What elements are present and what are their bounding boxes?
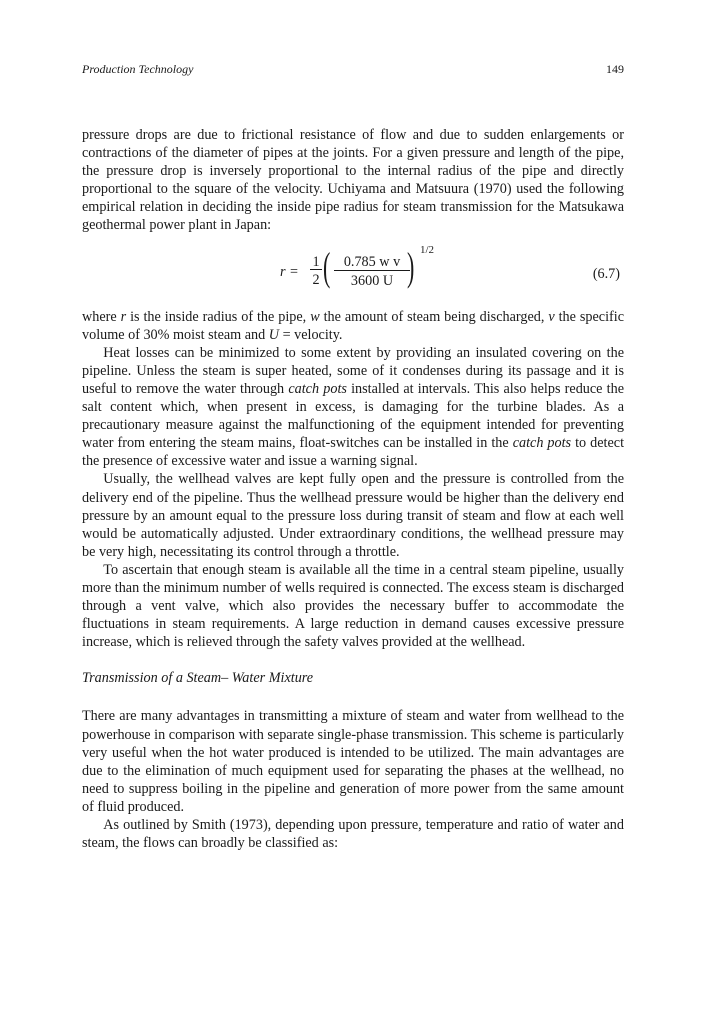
equation-equals: = bbox=[290, 263, 299, 280]
text-run: the amount of steam being discharged, bbox=[319, 308, 549, 325]
text-run: is the inside radius of the pipe, bbox=[126, 308, 311, 325]
fraction-main bbox=[334, 255, 410, 288]
equation-lhs: r bbox=[280, 263, 286, 280]
body-text bbox=[82, 126, 624, 852]
text-run: where bbox=[82, 308, 121, 325]
text-run: Heat losses can be minimized to some extent by providing an insulated covering on the pipeline. Unless the steam is super heated, some of it condenses during its passage and it is useful to remove the water through bbox=[82, 344, 624, 397]
left-parenthesis: ( bbox=[322, 243, 331, 289]
variable-u: U bbox=[268, 326, 280, 343]
paragraph-flow-classification: As outlined by Smith (1973), depending upon pressure, temperature and ratio of water and steam, the flows can broadly be classified as: bbox=[82, 817, 624, 852]
paragraph-pressure-drops: pressure drops are due to frictional resistance of flow and due to sudden enlargements or contractions of the diameter of pipes at the joints. For a given pressure and length of the pipe, the pressure drop is inversely proportional to the internal radius of the pipe and directly proportional to the square of the velocity. Uchiyama and Matsuura (1970) used the following empirical relation in deciding the inside pipe radius for steam transmission for the Matsukawa geothermal power plant in Japan: bbox=[82, 127, 624, 234]
fraction-one-half bbox=[310, 255, 322, 287]
half-numerator: 1 bbox=[310, 255, 322, 270]
running-head bbox=[82, 62, 624, 82]
text-run: = velocity. bbox=[279, 326, 343, 343]
equation-6-7 bbox=[82, 241, 624, 303]
variable-w: w bbox=[310, 308, 320, 325]
paragraph-wellhead-valves: Usually, the wellhead valves are kept fully open and the pressure is controlled from the delivery end of the pipeline. Thus the wellhead pressure would be higher than the delivery end pressure by an amount equal to the pressure loss during transit of steam and flow at each well would be automatically adjusted. Under extraordinary conditions, the wellhead pressure may be very high, necessitating its control through a throttle. bbox=[82, 471, 624, 560]
text-run: the specific volume of 30% moist steam and bbox=[82, 308, 624, 343]
paragraph-heat-losses bbox=[82, 344, 624, 471]
paragraph-mixture-advantages: There are many advantages in transmitting a mixture of steam and water from wellhead to the powerhouse in comparison with separate single-phase transmission. This scheme is particularly very useful when the hot water produced is intended to be utilized. The main advantages are due to the elimination of much equipment used for separating the phases at the wellhead, no need to suppress boiling in the pipeline and generation of more power from the same amount of fluid produced. bbox=[82, 708, 624, 815]
right-parenthesis: ) bbox=[406, 243, 415, 289]
text-run: to detect the presence of excessive water and issue a warning signal. bbox=[82, 435, 625, 470]
main-numerator: 0.785 w v bbox=[334, 255, 410, 271]
running-title: Production Technology bbox=[82, 62, 194, 76]
paragraph-steam-availability: To ascertain that enough steam is available all the time in a central steam pipeline, usually more than the minimum number of wells required is connected. The excess steam is discharged through a vent valve, which also provides the necessary buffer to accommodate the fluctuations in steam requirements. A large reduction in demand causes excessive pressure increase, which is relieved through the safety valves provided at the wellhead. bbox=[82, 561, 624, 651]
section-heading: Transmission of a Steam– Water Mixture bbox=[82, 670, 314, 687]
page-number: 149 bbox=[606, 62, 624, 76]
equation-number: (6.7) bbox=[592, 265, 620, 282]
page bbox=[82, 62, 624, 852]
term-catch-pots: catch pots bbox=[512, 435, 572, 452]
text-run: installed at intervals. This also helps reduce the salt content which, when present in excess, is damaging for the turbine blades. As a precautionary measure against the malfunctioning of the equipment intended for preventing water from entering the steam mains, float-switches can be installed in the bbox=[82, 380, 624, 452]
term-catch-pots: catch pots bbox=[288, 380, 347, 397]
half-denominator: 2 bbox=[312, 271, 320, 288]
variable-r: r bbox=[120, 308, 127, 325]
main-denominator: 3600 U bbox=[350, 272, 394, 289]
equation-exponent: 1/2 bbox=[420, 243, 435, 256]
variable-v: v bbox=[548, 308, 555, 325]
paragraph-variable-definitions bbox=[82, 308, 624, 344]
